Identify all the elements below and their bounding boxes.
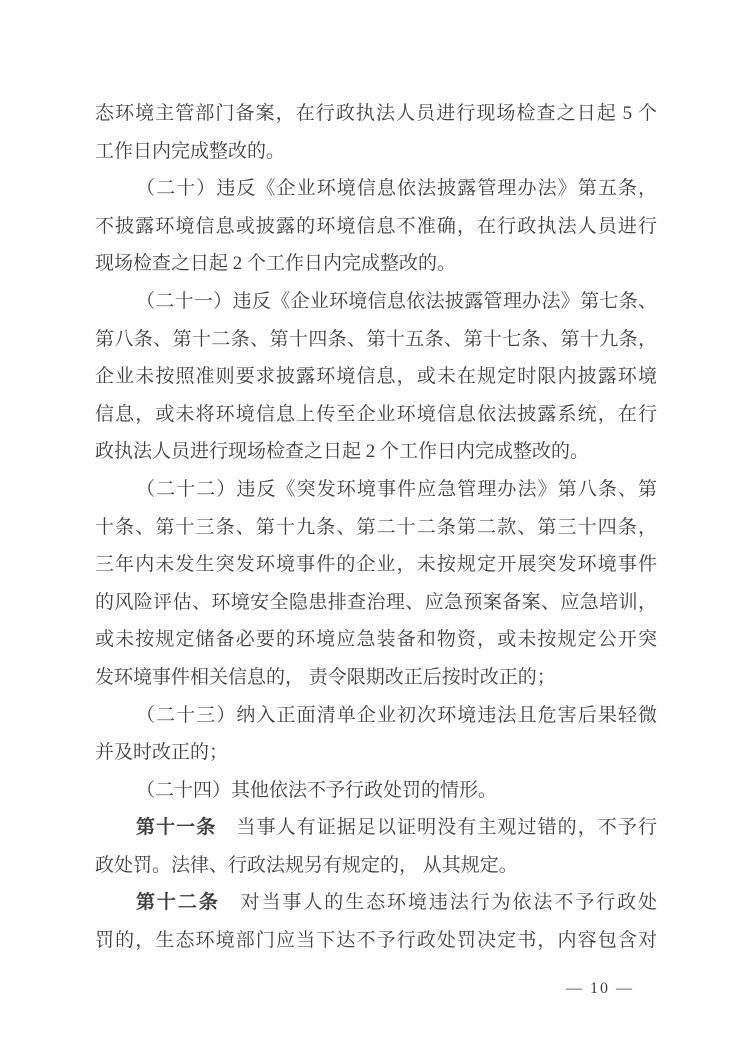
- text-line: [95, 546, 657, 584]
- text-line: [95, 922, 657, 960]
- text-segment: 对当事人的生态环境违法行为依法不予行政处: [219, 892, 657, 914]
- text-segment: 或未按规定储备必要的环境应急装备和物资，或未按规定公开突: [95, 629, 657, 651]
- text-line: [95, 884, 657, 922]
- text-segment: 并及时改正的；: [95, 742, 229, 764]
- text-line: [95, 809, 657, 847]
- text-segment: 三年内未发生突发环境事件的企业，未按规定开展突发环境事件: [95, 554, 657, 576]
- text-line: [95, 734, 657, 772]
- text-segment: （二十二）违反《突发环境事件应急管理办法》第八条、第: [136, 478, 657, 500]
- text-line: [95, 321, 657, 359]
- text-line: [95, 847, 657, 885]
- article-number: 第十二条: [136, 892, 220, 914]
- text-line: [95, 95, 657, 133]
- text-line: [95, 245, 657, 283]
- text-segment: 的风险评估、环境安全隐患排查治理、应急预案备案、应急培训，: [95, 591, 657, 613]
- text-segment: 工作日内完成整改的。: [95, 140, 286, 162]
- text-line: [95, 697, 657, 735]
- document-body: [95, 95, 657, 960]
- text-segment: 政处罚。法律、行政法规另有规定的， 从其规定。: [95, 854, 518, 876]
- text-segment: 发环境事件相关信息的， 责令限期改正后按时改正的；: [95, 666, 556, 688]
- text-segment: 态环境主管部门备案，在行政执法人员进行现场检查之日起 5 个: [95, 103, 657, 124]
- text-segment: 企业未按照准则要求披露环境信息，或未在规定时限内披露环境: [95, 366, 657, 388]
- text-line: [95, 208, 657, 246]
- text-segment: 政执法人员进行现场检查之日起 2 个工作日内完成整改的。: [95, 441, 590, 463]
- text-segment: 第八条、第十二条、第十四条、第十五条、第十七条、第十九条，: [95, 328, 657, 350]
- text-line: [95, 471, 657, 509]
- text-segment: 罚的，生态环境部门应当下达不予行政处罚决定书，内容包含对: [95, 930, 657, 952]
- text-segment: （二十四）其他依法不予行政处罚的情形。: [136, 779, 498, 801]
- text-segment: （二十三）纳入正面清单企业初次环境违法且危害后果轻微: [136, 704, 657, 726]
- text-line: [95, 133, 657, 171]
- text-line: [95, 283, 657, 321]
- text-segment: （二十一）违反《企业环境信息依法披露管理办法》第七条、: [136, 290, 657, 312]
- text-segment: 当事人有证据足以证明没有主观过错的，不予行: [216, 817, 657, 839]
- text-line: [95, 509, 657, 547]
- text-line: [95, 772, 657, 810]
- text-line: [95, 358, 657, 396]
- page-number: — 10 —: [566, 980, 634, 997]
- article-number: 第十一条: [136, 817, 217, 839]
- text-line: [95, 170, 657, 208]
- text-segment: 信息，或未将环境信息上传至企业环境信息依法披露系统，在行: [95, 403, 657, 425]
- text-segment: 现场检查之日起 2 个工作日内完成整改的。: [95, 253, 457, 275]
- text-line: [95, 621, 657, 659]
- text-segment: 十条、第十三条、第十九条、第二十二条第二款、第三十四条，: [95, 516, 657, 538]
- text-line: [95, 584, 657, 622]
- text-line: [95, 433, 657, 471]
- text-line: [95, 396, 657, 434]
- text-segment: （二十）违反《企业环境信息依法披露管理办法》第五条，: [136, 178, 657, 200]
- text-segment: 不披露环境信息或披露的环境信息不准确，在行政执法人员进行: [95, 215, 657, 237]
- text-line: [95, 659, 657, 697]
